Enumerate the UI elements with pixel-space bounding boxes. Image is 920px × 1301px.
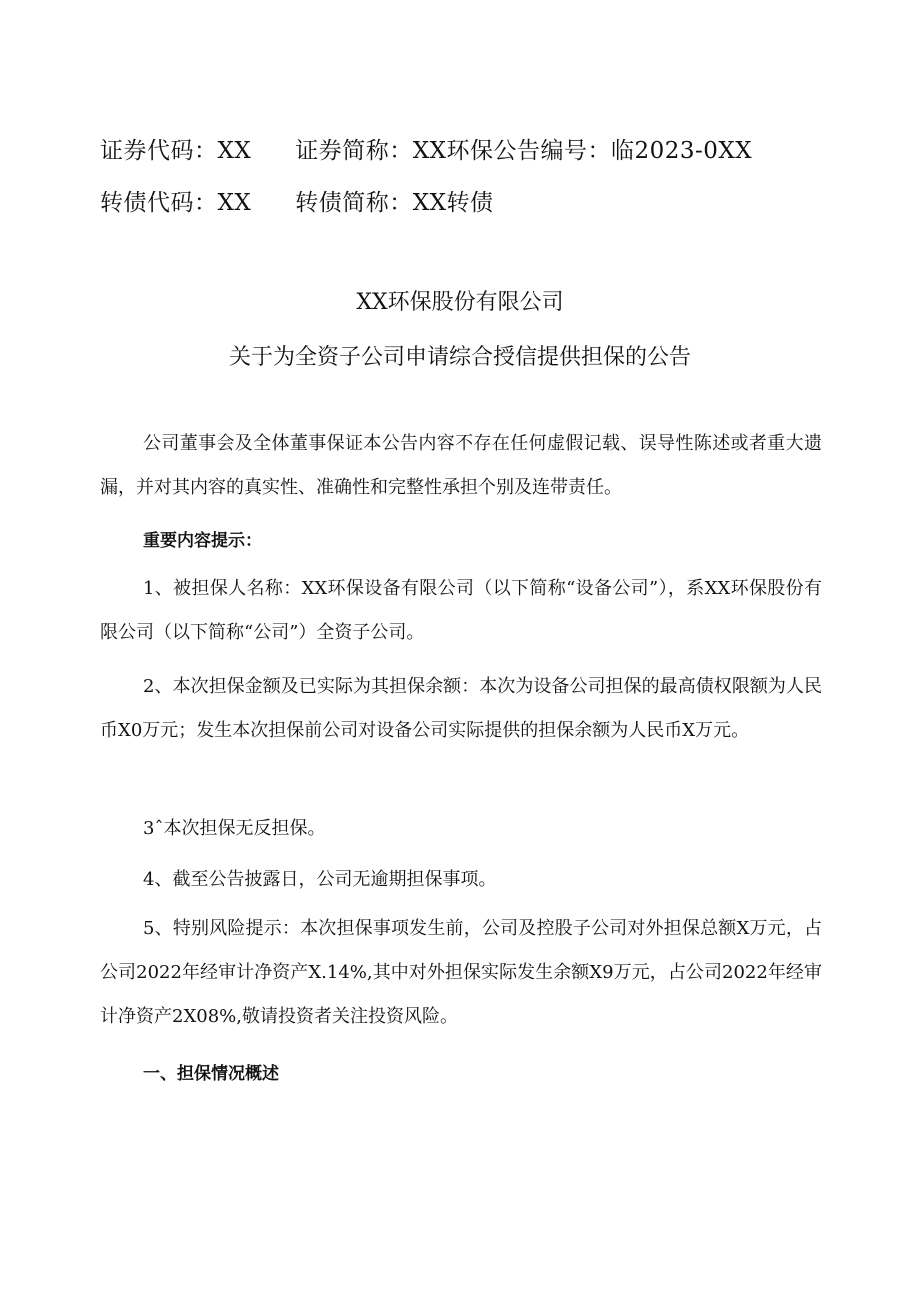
- section-1-heading: 一、担保情况概述: [143, 1064, 279, 1084]
- announcement-subject-title: 关于为全资子公司申请综合授信提供担保的公告: [228, 345, 691, 370]
- company-title: XX环保股份有限公司: [356, 290, 564, 315]
- board-declaration-paragraph: 公司董事会及全体董事保证本公告内容不存在任何虚假记载、误导性陈述或者重大遗漏，并对其内容的真实性、准确性和完整性承担个别及连带责任。: [100, 433, 822, 498]
- highlight-item-1: 1、被担保人名称：XX环保设备有限公司（以下简称“设备公司”），系XX环保股份有限公司（以下简称“公司”）全资子公司。: [100, 578, 822, 643]
- security-name-and-notice-number: 证券简称：XX环保公告编号：临2023-0XX: [295, 138, 753, 164]
- highlight-item-4: 4、截至公告披露日，公司无逾期担保事项。: [143, 869, 497, 890]
- highlight-item-3: 3ˆ本次担保无反担保。: [143, 818, 326, 839]
- highlight-item-5: 5、特别风险提示：本次担保事项发生前，公司及控股子公司对外担保总额X万元，占公司2022年经审计净资产X.14%,其中对外担保实际发生余额X9万元，占公司2022年经审计净资产2X08%,敬请投资者关注投资风险。: [100, 918, 822, 1027]
- convertible-bond-header-line: [100, 184, 494, 217]
- highlight-item-2: 2、本次担保金额及已实际为其担保余额：本次为设备公司担保的最高债权限额为人民币X0万元；发生本次担保前公司对设备公司实际提供的担保余额为人民币X万元。: [100, 676, 822, 741]
- security-code: 证券代码：XX: [100, 138, 252, 164]
- securities-header-line: [100, 132, 752, 165]
- bond-name: 转债简称：XX转债: [295, 190, 494, 216]
- bond-code: 转债代码：XX: [100, 190, 252, 216]
- highlights-heading: 重要内容提示：: [143, 531, 262, 551]
